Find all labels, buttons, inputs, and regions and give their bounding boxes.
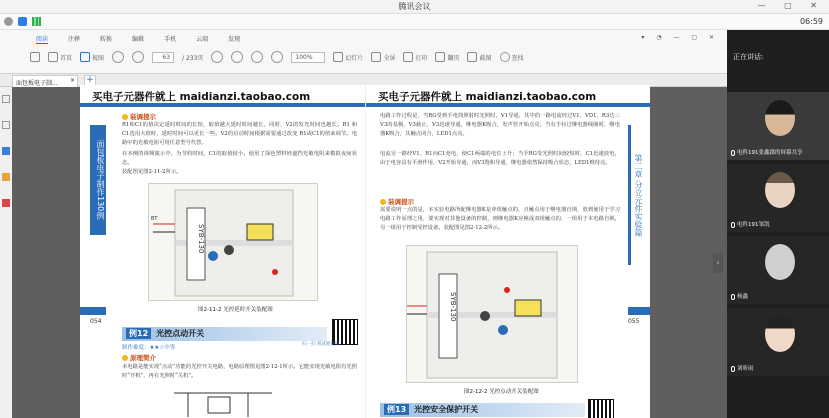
left-page-side-title: 面包板电子制作130例 (90, 125, 106, 235)
print-icon (403, 52, 413, 62)
menu-read[interactable]: 阅读 (36, 36, 49, 43)
example-13-bar: 例13 光控安全保护开关 (380, 403, 585, 417)
left-page-number: 054 (90, 318, 102, 325)
difficulty-label: 制作难度：★★☆中等 (122, 345, 176, 351)
left-tip-text-3: 装配图见图2-11-2所示。 (122, 169, 182, 175)
circuit-schematic (168, 383, 278, 418)
avatar (765, 316, 795, 352)
example-12-bar: 例12 光控点动开关 (122, 327, 327, 341)
mic-icon (731, 294, 735, 300)
reader-ribbon (0, 30, 727, 74)
search-button[interactable]: 查找 (500, 52, 524, 62)
rotate-left-icon[interactable] (211, 51, 223, 63)
left-tip-heading: 装调提示 (122, 112, 156, 121)
menu-cloud[interactable]: 云端 (196, 36, 209, 43)
window-title: 腾讯会议 (398, 2, 431, 11)
mic-icon (731, 366, 735, 372)
right-tip-text: 需要说明一点的是，本实验电路所配继电器K是单组触点的，且触点用于继电器自锁，放到使用于学习电路工作原理之用，要实现对其他设备的控制，则继电器K应换成双组触点的，一组用于本电路自锁，另一组用于控制受控设备。装配图见图2-12-2所示。 (380, 207, 620, 231)
right-page (365, 85, 650, 418)
signal-icon[interactable] (32, 17, 41, 26)
left-tip-text-2: 在本例的视频演示中，为节约时间，C1的取值较小。使用了深色塑料轻遮挡光敏电阻来模拟夜间状态。 (122, 151, 357, 166)
search-icon (500, 52, 510, 62)
participant-tile[interactable] (727, 236, 829, 304)
left-rail (0, 87, 12, 418)
participant-tile[interactable] (727, 92, 829, 160)
participant-panel (727, 30, 829, 418)
left-tip-text: R1和C1的值决定延时时间的长短，取值越大延时时间越长，同时，V2的发光时间也越长。R1 和 C1选用大值时，延时时间可以更长一些。V2的启动时间根据需要通过改变 R1或C1的值来调节。电路中的光敏电阻可用任意型号代替。 (122, 122, 357, 146)
menu-annotate[interactable]: 注释 (68, 36, 81, 43)
breadboard-drawing (149, 184, 319, 302)
breadboard-figure-2 (406, 245, 578, 383)
new-tab-button[interactable]: + (84, 75, 96, 86)
ribbon-menu-bar (36, 34, 240, 44)
home-icon (48, 52, 58, 62)
left-tip2-heading: 原理简介 (122, 353, 156, 362)
figure-1-caption: 图2-11-2 光控延时开关装配图 (198, 307, 273, 313)
breadboard-drawing-2 (407, 246, 579, 384)
translate-icon (435, 52, 445, 62)
screenshot-button[interactable]: 截图 (467, 52, 491, 62)
lightbulb-icon (122, 114, 128, 120)
header-rule (80, 103, 365, 107)
avatar (765, 100, 795, 136)
zoom-in-icon[interactable] (251, 51, 263, 63)
shield-icon[interactable] (18, 17, 27, 26)
info-icon[interactable] (4, 17, 13, 26)
print-button[interactable]: 打印 (403, 52, 427, 62)
participant-tile[interactable] (727, 164, 829, 232)
page-number-bar (80, 307, 106, 315)
lightbulb-icon (122, 355, 128, 361)
left-tip2-text: 本电路是能实现“点动”功能的光控开关电路，电路原理图见图2-12-1所示。它能实现光敏电阻有光照时“开机”，再有光照时“关机”。 (122, 364, 357, 379)
participant-name: 电科191邹凯 (737, 222, 770, 228)
translate-button[interactable]: 翻页 (435, 52, 459, 62)
zoom-out-icon[interactable] (271, 51, 283, 63)
right-page-header: 买电子元器件就上 maidianzi.taobao.com (378, 91, 597, 103)
shared-screen (0, 30, 727, 418)
menu-edit[interactable]: 编辑 (132, 36, 145, 43)
page-number-bar (628, 307, 650, 315)
rotate-right-icon[interactable] (231, 51, 243, 63)
svg-text:BT: BT (151, 216, 158, 222)
home-button[interactable]: 首页 (48, 52, 72, 62)
page-input[interactable]: 63 (152, 52, 174, 63)
menu-discover[interactable]: 发现 (228, 36, 241, 43)
right-page-side-title: 第二章 分立元件实验篇 (628, 125, 644, 265)
zoom-select[interactable]: 100% (291, 52, 325, 63)
breadboard-figure-1 (148, 183, 318, 301)
participant-tile[interactable] (727, 308, 829, 376)
fullscreen-button[interactable]: 全屏 (371, 52, 395, 62)
prev-page-icon[interactable] (112, 51, 124, 63)
bookmark-icon[interactable] (2, 121, 10, 129)
mic-icon (731, 150, 735, 156)
right-text-2: 电流另一路经V1、R1向C1充电，使C1两端的电位上升；当手RG受光照时间较短时，C1迅速放电，由于电容具有平滑作用，V2开始导通，而V3饱和导通，继电器依然保持吸合状态，LED1维持亮。 (380, 151, 620, 166)
window-title-bar (0, 0, 829, 14)
view-icon (80, 52, 90, 62)
ribbon-tools (30, 47, 524, 67)
figure-2-caption: 图2-12-2 光控点动开关装配图 (464, 389, 539, 395)
menu-phone[interactable]: 手机 (164, 36, 177, 43)
next-page-icon[interactable] (132, 51, 144, 63)
left-page-header: 买电子元器件就上 maidianzi.taobao.com (92, 91, 311, 103)
view-button[interactable]: 视图 (80, 52, 104, 62)
right-page-number: 055 (628, 318, 640, 325)
reader-window-controls[interactable]: ▾ ◔ — ▢ ✕ (641, 34, 719, 41)
schematic-drawing (168, 383, 278, 418)
participant-name: 电科191张鑫郡的屏幕共享 (737, 150, 803, 156)
svg-text:SYB-130: SYB-130 (449, 292, 457, 322)
tab-document[interactable] (12, 75, 78, 87)
tool-icon[interactable] (2, 199, 10, 207)
meeting-toolbar (0, 14, 829, 30)
tab-document-label: 面包板电子制... (16, 80, 58, 87)
qr-caption: 扫一扫 看试验效果 (302, 342, 340, 347)
qr-code-2 (588, 399, 614, 418)
menu-convert[interactable]: 转换 (100, 36, 113, 43)
mic-icon (731, 222, 735, 228)
left-page (80, 85, 365, 418)
meeting-clock: 06:59 (799, 17, 823, 26)
collapse-panel-button[interactable]: › (713, 253, 723, 273)
participant-name: 刘昕雨 (737, 366, 754, 372)
slideshow-button[interactable]: 幻灯片 (333, 52, 363, 62)
document-spread (80, 85, 650, 418)
right-tip-heading: 装调提示 (380, 197, 414, 206)
right-text-1: 电路工作过程是，当RG受到手电筒照射时光照时，V1导通，其中的一路电流经过V1、VD1、R3达三V3的基极，V3截止，V3迅速导通，继电器K吸合，发声管开始点亮，当有手径过继电器线圈时，继电器K吸合，其触点闭合，LED1点亮。 (380, 113, 620, 137)
close-icon[interactable]: × (69, 77, 75, 84)
folder-icon (30, 52, 40, 62)
thumbnail-icon[interactable] (2, 95, 10, 103)
fullscreen-icon (371, 52, 381, 62)
avatar (765, 244, 795, 280)
open-button[interactable] (30, 52, 40, 62)
resource-icon[interactable] (2, 173, 10, 181)
speaking-label: 正在讲话: (733, 53, 764, 61)
slideshow-icon (333, 52, 343, 62)
scissors-icon (467, 52, 477, 62)
window-controls[interactable]: — ▢ ✕ (757, 1, 825, 10)
page-total: / 233页 (182, 54, 204, 62)
header-rule (366, 103, 650, 107)
participant-name: 杨鑫 (737, 294, 749, 300)
svg-text:SYB-130: SYB-130 (197, 224, 205, 254)
app-icon[interactable] (2, 147, 10, 155)
lightbulb-icon (380, 199, 386, 205)
avatar (765, 172, 795, 208)
